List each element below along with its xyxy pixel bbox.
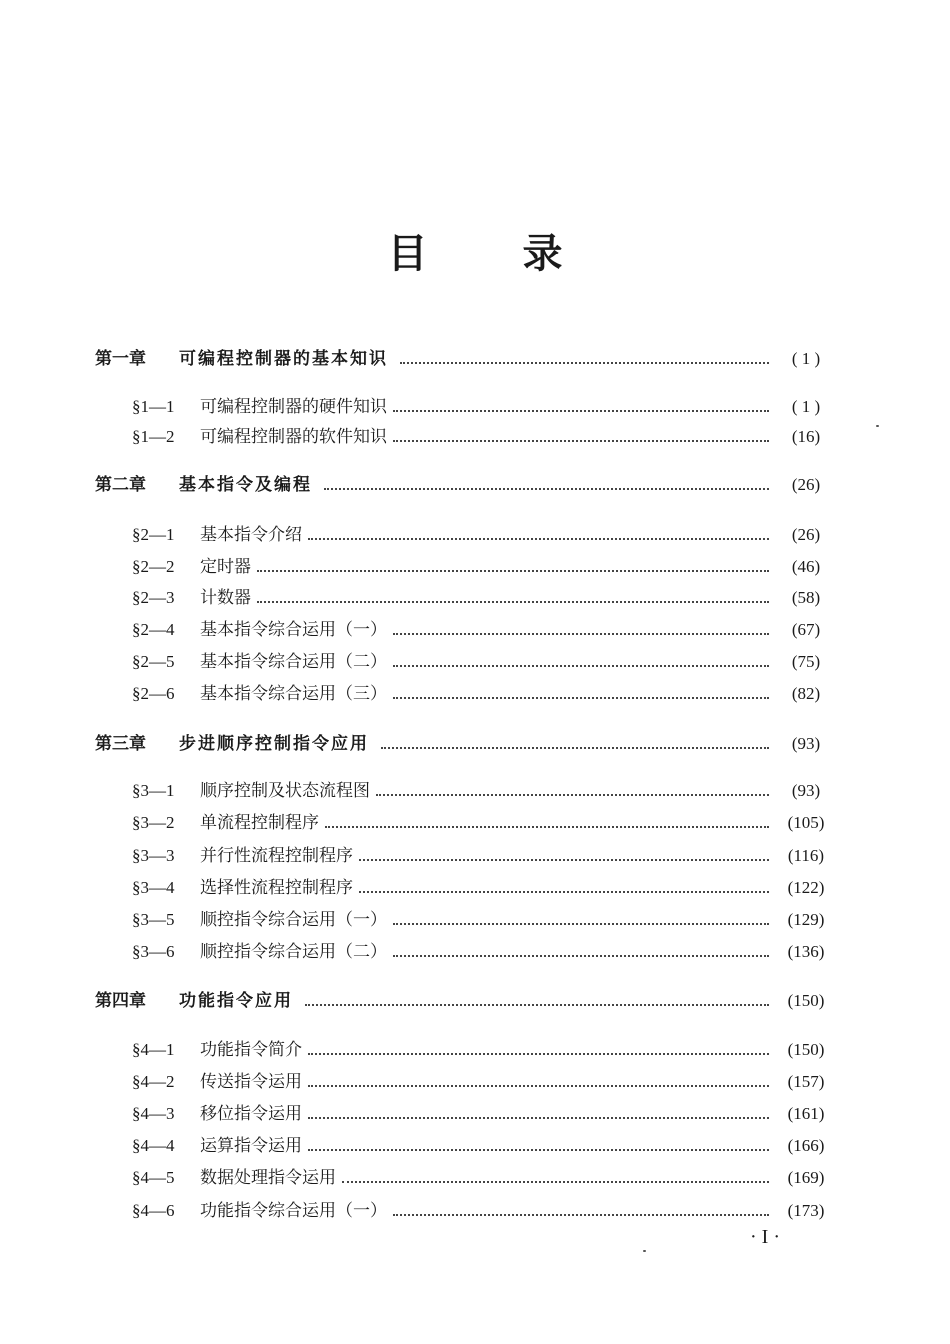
chapter-title: 基本指令及编程 [179, 475, 312, 495]
dot-leader [324, 488, 769, 490]
chapter-title: 步进顺序控制指令应用 [179, 734, 369, 754]
page-number: ( 1 ) [791, 349, 821, 368]
page-folio: · I · [750, 1226, 780, 1248]
dot-leader [393, 1214, 769, 1216]
title-char-1: 目 [387, 230, 428, 277]
section-number: §2—4 [132, 620, 175, 639]
page-number: (150) [787, 991, 825, 1010]
toc-chapter-entry [95, 344, 835, 369]
section-number: §2—1 [132, 525, 175, 544]
chapter-number: 第四章 [95, 991, 146, 1011]
dot-leader [393, 697, 769, 699]
page-number: (93) [791, 734, 821, 753]
dot-leader [393, 665, 769, 667]
section-number: §4—1 [132, 1040, 175, 1059]
section-number: §3—1 [132, 781, 175, 800]
page-number: (136) [787, 942, 825, 961]
toc-section-entry [132, 1035, 835, 1060]
section-number: §1—1 [132, 397, 175, 416]
section-number: §1—2 [132, 427, 175, 446]
toc-chapter-entry [95, 986, 835, 1011]
chapter-number: 第一章 [95, 349, 146, 369]
section-title: 计数器 [200, 588, 251, 608]
section-title: 顺控指令综合运用（一） [200, 910, 387, 930]
section-number: §3—5 [132, 910, 175, 929]
section-number: §4—3 [132, 1104, 175, 1123]
page-number: (26) [791, 525, 821, 544]
section-title: 并行性流程控制程序 [200, 846, 353, 866]
page-number: (82) [791, 684, 821, 703]
toc-section-entry [132, 1131, 835, 1156]
toc-section-entry [132, 1067, 835, 1092]
section-number: §2—6 [132, 684, 175, 703]
chapter-title: 功能指令应用 [179, 991, 293, 1011]
chapter-title: 可编程控制器的基本知识 [179, 349, 388, 369]
section-title: 运算指令运用 [200, 1136, 302, 1156]
dot-leader [381, 747, 769, 749]
toc-section-entry [132, 552, 835, 577]
section-number: §3—3 [132, 846, 175, 865]
page-number: (16) [791, 427, 821, 446]
section-title: 功能指令综合运用（一） [200, 1201, 387, 1221]
toc-section-entry [132, 905, 835, 930]
toc-section-entry [132, 1163, 835, 1188]
section-number: §4—6 [132, 1201, 175, 1220]
toc-section-entry [132, 392, 835, 417]
page-number: (26) [791, 475, 821, 494]
page-number: (173) [787, 1201, 825, 1220]
page-number: (93) [791, 781, 821, 800]
section-title: 顺控指令综合运用（二） [200, 942, 387, 962]
section-title: 顺序控制及状态流程图 [200, 781, 370, 801]
section-number: §4—4 [132, 1136, 175, 1155]
toc-chapter-entry [95, 470, 835, 495]
toc-section-entry [132, 841, 835, 866]
section-number: §2—2 [132, 557, 175, 576]
dot-leader [257, 570, 769, 572]
toc-section-entry [132, 808, 835, 833]
section-number: §2—5 [132, 652, 175, 671]
page-number: (166) [787, 1136, 825, 1155]
dot-leader [308, 1117, 769, 1119]
section-title: 可编程控制器的软件知识 [200, 427, 387, 447]
section-title: 基本指令综合运用（三） [200, 684, 387, 704]
dot-leader [393, 410, 769, 412]
page-number: (105) [787, 813, 825, 832]
dot-leader [400, 362, 769, 364]
dot-leader [342, 1181, 769, 1183]
dot-leader [308, 1085, 769, 1087]
toc-section-entry [132, 1196, 835, 1221]
section-title: 定时器 [200, 557, 251, 577]
page-number: (150) [787, 1040, 825, 1059]
toc-section-entry [132, 937, 835, 962]
page-number: (129) [787, 910, 825, 929]
page-number: (75) [791, 652, 821, 671]
section-title: 单流程控制程序 [200, 813, 319, 833]
dot-leader [308, 1053, 769, 1055]
section-title: 移位指令运用 [200, 1104, 302, 1124]
toc-section-entry [132, 647, 835, 672]
page-title [0, 222, 950, 279]
page-number: (157) [787, 1072, 825, 1091]
dot-leader [359, 891, 769, 893]
section-title: 可编程控制器的硬件知识 [200, 397, 387, 417]
chapter-number: 第三章 [95, 734, 146, 754]
toc-section-entry [132, 873, 835, 898]
toc-section-entry [132, 520, 835, 545]
chapter-number: 第二章 [95, 475, 146, 495]
toc-section-entry [132, 679, 835, 704]
section-title: 功能指令简介 [200, 1040, 302, 1060]
toc-section-entry [132, 583, 835, 608]
dot-leader [308, 1149, 769, 1151]
section-title: 选择性流程控制程序 [200, 878, 353, 898]
dot-leader [393, 923, 769, 925]
section-number: §3—2 [132, 813, 175, 832]
toc-section-entry [132, 615, 835, 640]
dot-leader [308, 538, 769, 540]
page-number: (116) [787, 846, 825, 865]
section-number: §3—6 [132, 942, 175, 961]
page-number: ( 1 ) [791, 397, 821, 416]
section-title: 基本指令介绍 [200, 525, 302, 545]
section-title: 基本指令综合运用（一） [200, 620, 387, 640]
section-number: §2—3 [132, 588, 175, 607]
scan-speck [876, 425, 879, 427]
section-title: 传送指令运用 [200, 1072, 302, 1092]
toc-section-entry [132, 1099, 835, 1124]
dot-leader [393, 440, 769, 442]
toc-section-entry [132, 776, 835, 801]
toc-section-entry [132, 422, 835, 447]
dot-leader [376, 794, 769, 796]
page-number: (122) [787, 878, 825, 897]
page-number: (46) [791, 557, 821, 576]
section-number: §4—5 [132, 1168, 175, 1187]
section-title: 基本指令综合运用（二） [200, 652, 387, 672]
section-title: 数据处理指令运用 [200, 1168, 336, 1188]
section-number: §4—2 [132, 1072, 175, 1091]
page-number: (67) [791, 620, 821, 639]
dot-leader [257, 601, 769, 603]
title-char-2: 录 [522, 230, 563, 277]
dot-leader [305, 1004, 769, 1006]
page-number: (169) [787, 1168, 825, 1187]
page-number: (58) [791, 588, 821, 607]
page-number: (161) [787, 1104, 825, 1123]
dot-leader [393, 955, 769, 957]
toc-chapter-entry [95, 729, 835, 754]
section-number: §3—4 [132, 878, 175, 897]
scan-speck [643, 1250, 646, 1252]
dot-leader [393, 633, 769, 635]
dot-leader [359, 859, 769, 861]
dot-leader [325, 826, 769, 828]
